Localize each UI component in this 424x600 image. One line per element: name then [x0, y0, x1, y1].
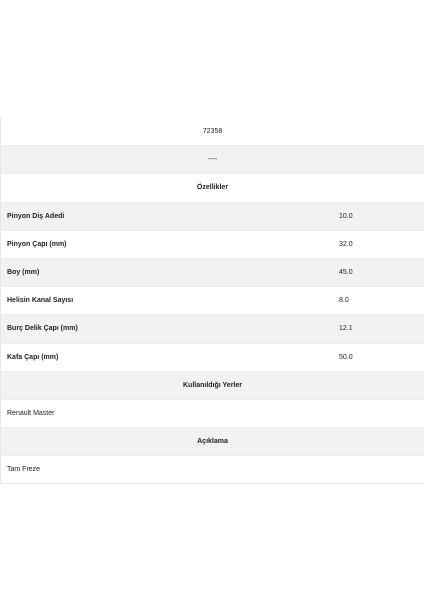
- spec-value: 50.0: [339, 353, 353, 361]
- notes-heading-row: [1, 428, 424, 456]
- product-code: 72358: [202, 128, 223, 136]
- spec-row: [1, 259, 424, 287]
- notes-row: [1, 456, 424, 484]
- product-spec-table: [0, 118, 424, 484]
- specs-heading-row: [1, 174, 424, 202]
- spec-label: Helisin Kanal Sayısı: [7, 297, 74, 305]
- spec-value: 8.0: [339, 297, 349, 305]
- spec-row: [1, 231, 424, 259]
- spec-label: Pinyon Çapı (mm): [7, 240, 67, 248]
- usage-heading: Kullanıldığı Yerler: [182, 381, 242, 389]
- spec-value: 45.0: [339, 269, 353, 277]
- spec-label: Boy (mm): [7, 269, 40, 277]
- usage-heading-row: [1, 372, 424, 400]
- notes-heading: Açıklama: [197, 438, 228, 446]
- spec-label: Burç Delik Çapı (mm): [7, 325, 78, 333]
- spec-row: [1, 287, 424, 315]
- spec-value: 32.0: [339, 240, 353, 248]
- spec-label: Pinyon Diş Adedi: [7, 212, 65, 220]
- spec-row: [1, 344, 424, 372]
- usage-text: Renault Master: [7, 409, 55, 417]
- spec-row: [1, 315, 424, 343]
- specs-heading: Özellikler: [196, 184, 229, 192]
- dash-placeholder: ----: [207, 156, 218, 164]
- notes-text: Tam Freze: [7, 466, 41, 474]
- dash-row: [1, 146, 424, 174]
- spec-label: Kafa Çapı (mm): [7, 353, 59, 361]
- product-code-row: [1, 118, 424, 146]
- spec-value: 12.1: [339, 325, 353, 333]
- usage-row: [1, 400, 424, 428]
- spec-value: 10.0: [339, 212, 353, 220]
- spec-row: [1, 203, 424, 231]
